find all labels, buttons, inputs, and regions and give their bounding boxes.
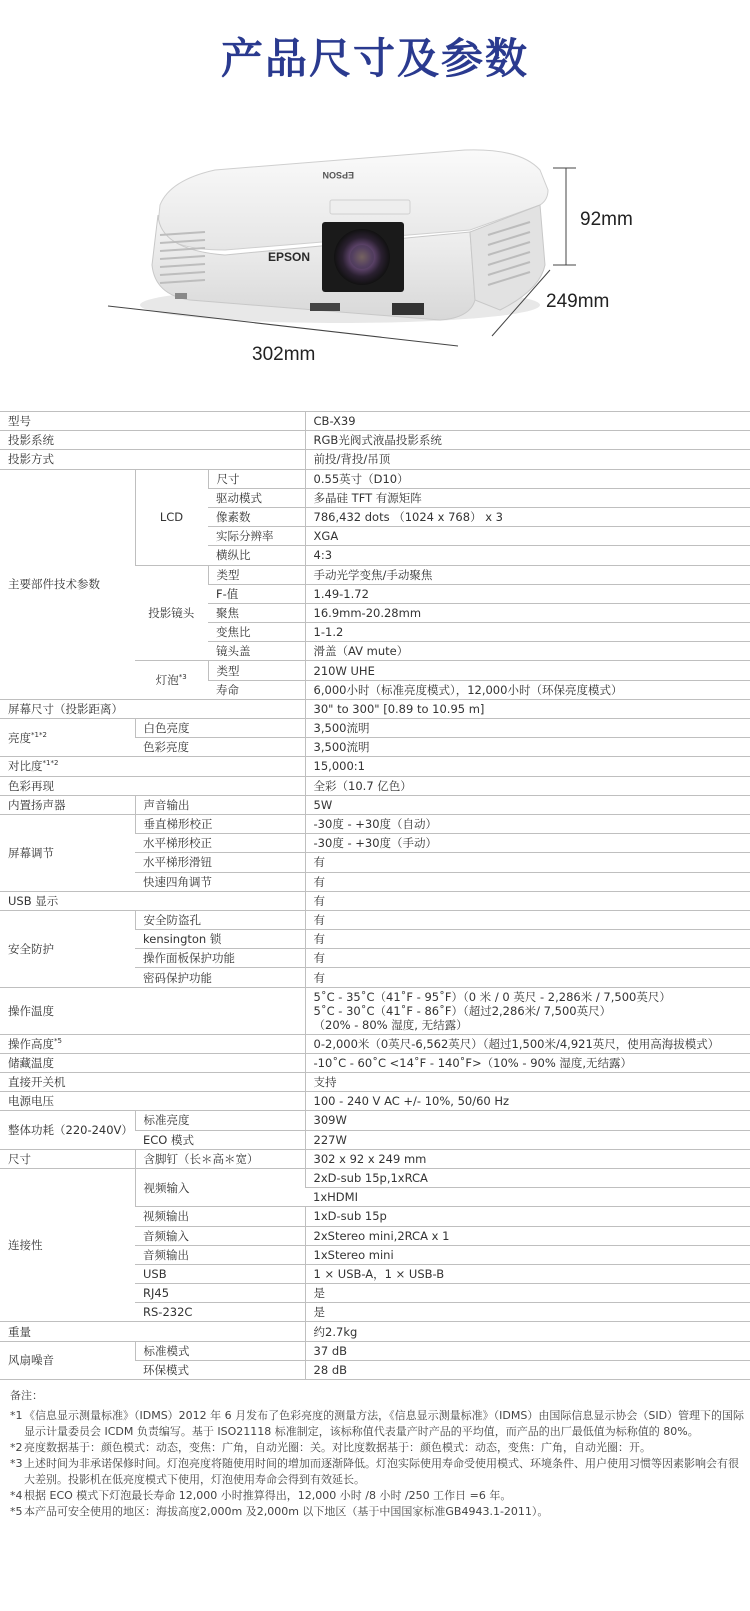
spec-label: 实际分辨率 xyxy=(208,527,305,546)
spec-value: 3,500流明 xyxy=(305,719,750,738)
op-temp-line: 5˚C - 30˚C（41˚F - 86˚F）（超过2,286米/ 7,500英尺） xyxy=(313,1003,612,1018)
spec-label: 垂直梯形校正 xyxy=(135,814,305,833)
spec-label: 电源电压 xyxy=(0,1092,305,1111)
spec-label: RS-232C xyxy=(135,1303,305,1322)
spec-value: -30度 - +30度（自动） xyxy=(305,814,750,833)
spec-label: 安全防盗孔 xyxy=(135,910,305,929)
spec-label: 投影系统 xyxy=(0,431,305,450)
note-mark: *1 xyxy=(10,1409,23,1422)
brightness-label: 亮度 xyxy=(8,730,31,745)
note-text: 亮度数据基于：颜色模式：动态，变焦：广角，自动光圈：关。对比度数据基于：颜色模式：动态，变焦：广角，自动光圈：开。 xyxy=(24,1441,651,1454)
note-item xyxy=(10,1456,745,1488)
spec-subgroup-label: LCD xyxy=(135,469,208,565)
footnote-mark: *3 xyxy=(178,673,187,682)
spec-value: 0-2,000米（0英尺-6,562英尺）（超过1,500米/4,921英尺，使用高海拔模式） xyxy=(305,1034,750,1053)
table-row xyxy=(0,1168,750,1187)
spec-label: RJ45 xyxy=(135,1284,305,1303)
spec-value: 0.55英寸（D10） xyxy=(305,469,750,488)
spec-label: 标准亮度 xyxy=(135,1111,305,1130)
spec-value: 37 dB xyxy=(305,1341,750,1360)
spec-group-label xyxy=(0,719,135,757)
spec-label: 含脚钉（长＊高＊宽） xyxy=(135,1149,305,1168)
spec-value: 4:3 xyxy=(305,546,750,565)
table-row xyxy=(0,987,750,1034)
spec-label: 类型 xyxy=(208,565,305,584)
spec-value: 有 xyxy=(305,891,750,910)
table-row xyxy=(0,431,750,450)
spec-value: 有 xyxy=(305,910,750,929)
spec-label: 视频输出 xyxy=(135,1207,305,1226)
table-row xyxy=(0,1341,750,1360)
spec-value: 210W UHE xyxy=(305,661,750,680)
table-row xyxy=(0,814,750,833)
note-mark: *4 xyxy=(10,1489,23,1502)
spec-label: 水平梯形校正 xyxy=(135,834,305,853)
spec-label: 音频输入 xyxy=(135,1226,305,1245)
spec-table xyxy=(0,411,750,1380)
spec-label: 音频输出 xyxy=(135,1245,305,1264)
op-temp-line: 5˚C - 35˚C（41˚F - 95˚F）（0 米 / 0 英尺 - 2,286米 / 7,500英尺） xyxy=(313,989,671,1004)
spec-label: 视频输入 xyxy=(135,1168,305,1206)
table-row xyxy=(0,795,750,814)
height-label: 92mm xyxy=(580,209,633,230)
page-title: 产品尺寸及参数 xyxy=(220,34,529,83)
spec-value: 1.49-1.72 xyxy=(305,584,750,603)
note-mark: *2 xyxy=(10,1441,23,1454)
table-row xyxy=(0,757,750,776)
table-row xyxy=(0,1149,750,1168)
spec-value: 有 xyxy=(305,968,750,987)
table-row xyxy=(0,469,750,488)
spec-label: 像素数 xyxy=(208,507,305,526)
spec-value: XGA xyxy=(305,527,750,546)
table-row xyxy=(0,1092,750,1111)
spec-value: 786,432 dots （1024 x 768） x 3 xyxy=(305,507,750,526)
spec-label: 横纵比 xyxy=(208,546,305,565)
spec-value: 1xStereo mini xyxy=(305,1245,750,1264)
spec-label: 直接开关机 xyxy=(0,1073,305,1092)
spec-value: -30度 - +30度（手动） xyxy=(305,834,750,853)
spec-group-label: 内置扬声器 xyxy=(0,795,135,814)
table-row xyxy=(0,1111,750,1130)
spec-label: 色彩亮度 xyxy=(135,738,305,757)
spec-value: 16.9mm-20.28mm xyxy=(305,603,750,622)
spec-label: 镜头盖 xyxy=(208,642,305,661)
spec-value: 有 xyxy=(305,949,750,968)
spec-group-label: 风扇噪音 xyxy=(0,1341,135,1379)
spec-label xyxy=(0,1034,305,1053)
spec-group-label: 尺寸 xyxy=(0,1149,135,1168)
spec-label: F-值 xyxy=(208,584,305,603)
spec-value: 全彩（10.7 亿色） xyxy=(305,776,750,795)
spec-label: 聚焦 xyxy=(208,603,305,622)
spec-value: 302 x 92 x 249 mm xyxy=(305,1149,750,1168)
lamp-label: 灯泡 xyxy=(155,673,179,688)
spec-value: 前投/背投/吊顶 xyxy=(305,450,750,469)
table-row xyxy=(0,1034,750,1053)
spec-label: 操作面板保护功能 xyxy=(135,949,305,968)
op-temp-line: （20% - 80% 湿度, 无结露） xyxy=(313,1017,468,1032)
table-row xyxy=(0,891,750,910)
spec-label: 尺寸 xyxy=(208,469,305,488)
spec-label: kensington 锁 xyxy=(135,930,305,949)
spec-value: 100 - 240 V AC +/- 10%, 50/60 Hz xyxy=(305,1092,750,1111)
spec-value: -10˚C - 60˚C <14˚F - 140˚F>（10% - 90% 湿度,无结露） xyxy=(305,1053,750,1072)
spec-group-label: 主要部件技术参数 xyxy=(0,469,135,699)
note-text: 《信息显示测量标准》（IDMS）2012 年 6 月发布了色彩亮度的测量方法，《信息显示测量标准》（IDMS）由国际信息显示协会（SID）管理下的国际显示计量委员会 ICDM 负责编写。基于 ISO21118 标准制定，该标称值代表量产时产品的平均值，而产品的出厂最低值为标称值的 80%。 xyxy=(24,1409,745,1438)
projector-image xyxy=(0,0,750,400)
spec-value: 5W xyxy=(305,795,750,814)
spec-value: 滑盖（AV mute） xyxy=(305,642,750,661)
spec-value: 多晶硅 TFT 有源矩阵 xyxy=(305,488,750,507)
note-item xyxy=(10,1488,745,1504)
spec-value: 1xD-sub 15p xyxy=(305,1207,750,1226)
table-row xyxy=(0,910,750,929)
spec-label: USB xyxy=(135,1264,305,1283)
spec-subgroup-label xyxy=(135,661,208,699)
depth-label: 249mm xyxy=(546,291,610,312)
spec-label: 色彩再现 xyxy=(0,776,305,795)
spec-value: 28 dB xyxy=(305,1360,750,1379)
table-row xyxy=(0,1322,750,1341)
op-alt-label: 操作高度 xyxy=(8,1036,54,1051)
table-row xyxy=(0,412,750,431)
brand-top: EPSON xyxy=(322,170,354,180)
contrast-label: 对比度 xyxy=(8,759,43,774)
footnote-mark: *5 xyxy=(54,1036,62,1045)
spec-value: 是 xyxy=(305,1284,750,1303)
spec-label: 储藏温度 xyxy=(0,1053,305,1072)
spec-label: 投影方式 xyxy=(0,450,305,469)
note-mark: *5 xyxy=(10,1505,23,1518)
spec-label: 标准模式 xyxy=(135,1341,305,1360)
spec-value: 约2.7kg xyxy=(305,1322,750,1341)
spec-label: 快速四角调节 xyxy=(135,872,305,891)
spec-label: 驱动模式 xyxy=(208,488,305,507)
notes-section xyxy=(10,1388,745,1520)
spec-value: 有 xyxy=(305,930,750,949)
spec-value: 30" to 300" [0.89 to 10.95 m] xyxy=(305,699,750,718)
footnote-mark: *1*2 xyxy=(31,730,47,739)
note-mark: *3 xyxy=(10,1457,23,1470)
note-text: 本产品可安全使用的地区：海拔高度2,000m 及2,000m 以下地区（基于中国国家标准GB4943.1-2011）。 xyxy=(24,1505,549,1518)
spec-label: 水平梯形滑钮 xyxy=(135,853,305,872)
spec-value: 6,000小时（标准亮度模式），12,000小时（环保亮度模式） xyxy=(305,680,750,699)
spec-label: 变焦比 xyxy=(208,623,305,642)
spec-value xyxy=(305,987,750,1034)
spec-label: 寿命 xyxy=(208,680,305,699)
spec-value: 是 xyxy=(305,1303,750,1322)
spec-label: 白色亮度 xyxy=(135,719,305,738)
spec-label: 操作温度 xyxy=(0,987,305,1034)
product-illustration xyxy=(0,0,750,400)
note-item xyxy=(10,1440,745,1456)
width-label: 302mm xyxy=(252,344,316,365)
table-row xyxy=(0,450,750,469)
spec-group-label: 连接性 xyxy=(0,1168,135,1322)
spec-value: 2xStereo mini,2RCA x 1 xyxy=(305,1226,750,1245)
table-row xyxy=(0,1073,750,1092)
spec-label: 环保模式 xyxy=(135,1360,305,1379)
spec-value: CB-X39 xyxy=(305,412,750,431)
spec-value: 手动光学变焦/手动聚焦 xyxy=(305,565,750,584)
spec-value: 2xD-sub 15p,1xRCA xyxy=(305,1168,750,1187)
spec-value: 3,500流明 xyxy=(305,738,750,757)
spec-label: 声音输出 xyxy=(135,795,305,814)
table-row xyxy=(0,719,750,738)
spec-value: 1xHDMI xyxy=(305,1188,750,1207)
spec-value: 有 xyxy=(305,872,750,891)
notes-heading: 备注： xyxy=(10,1389,43,1402)
spec-label: 密码保护功能 xyxy=(135,968,305,987)
spec-value: 1 × USB-A，1 × USB-B xyxy=(305,1264,750,1283)
spec-label: 类型 xyxy=(208,661,305,680)
spec-label: 型号 xyxy=(0,412,305,431)
spec-label: 重量 xyxy=(0,1322,305,1341)
spec-group-label: 安全防护 xyxy=(0,910,135,987)
spec-label: USB 显示 xyxy=(0,891,305,910)
note-text: 上述时间为非承诺保修时间。灯泡亮度将随使用时间的增加而逐渐降低。灯泡实际使用寿命受使用模式、环境条件、用户使用习惯等因素影响会有很大差别。投影机在低亮度模式下使用，灯泡使用寿命会得到有效延长。 xyxy=(24,1457,739,1486)
spec-value: 支持 xyxy=(305,1073,750,1092)
brand-front: EPSON xyxy=(268,250,311,264)
spec-value: 309W xyxy=(305,1111,750,1130)
spec-group-label: 整体功耗（220-240V） xyxy=(0,1111,135,1149)
footnote-mark: *1*2 xyxy=(42,759,59,768)
spec-subgroup-label: 投影镜头 xyxy=(135,565,208,661)
spec-value: 15,000:1 xyxy=(305,757,750,776)
spec-value: 有 xyxy=(305,853,750,872)
spec-label xyxy=(0,757,305,776)
spec-label: ECO 模式 xyxy=(135,1130,305,1149)
table-row xyxy=(0,699,750,718)
spec-label: 屏幕尺寸（投影距离） xyxy=(0,699,305,718)
spec-value: 1-1.2 xyxy=(305,623,750,642)
note-item xyxy=(10,1408,745,1440)
spec-value: 227W xyxy=(305,1130,750,1149)
spec-group-label: 屏幕调节 xyxy=(0,814,135,891)
spec-value: RGB光阀式液晶投影系统 xyxy=(305,431,750,450)
note-item xyxy=(10,1504,745,1520)
table-row xyxy=(0,1053,750,1072)
note-text: 根据 ECO 模式下灯泡最长寿命 12,000 小时推算得出，12,000 小时 /8 小时 /250 工作日 =6 年。 xyxy=(24,1489,512,1502)
table-row xyxy=(0,776,750,795)
